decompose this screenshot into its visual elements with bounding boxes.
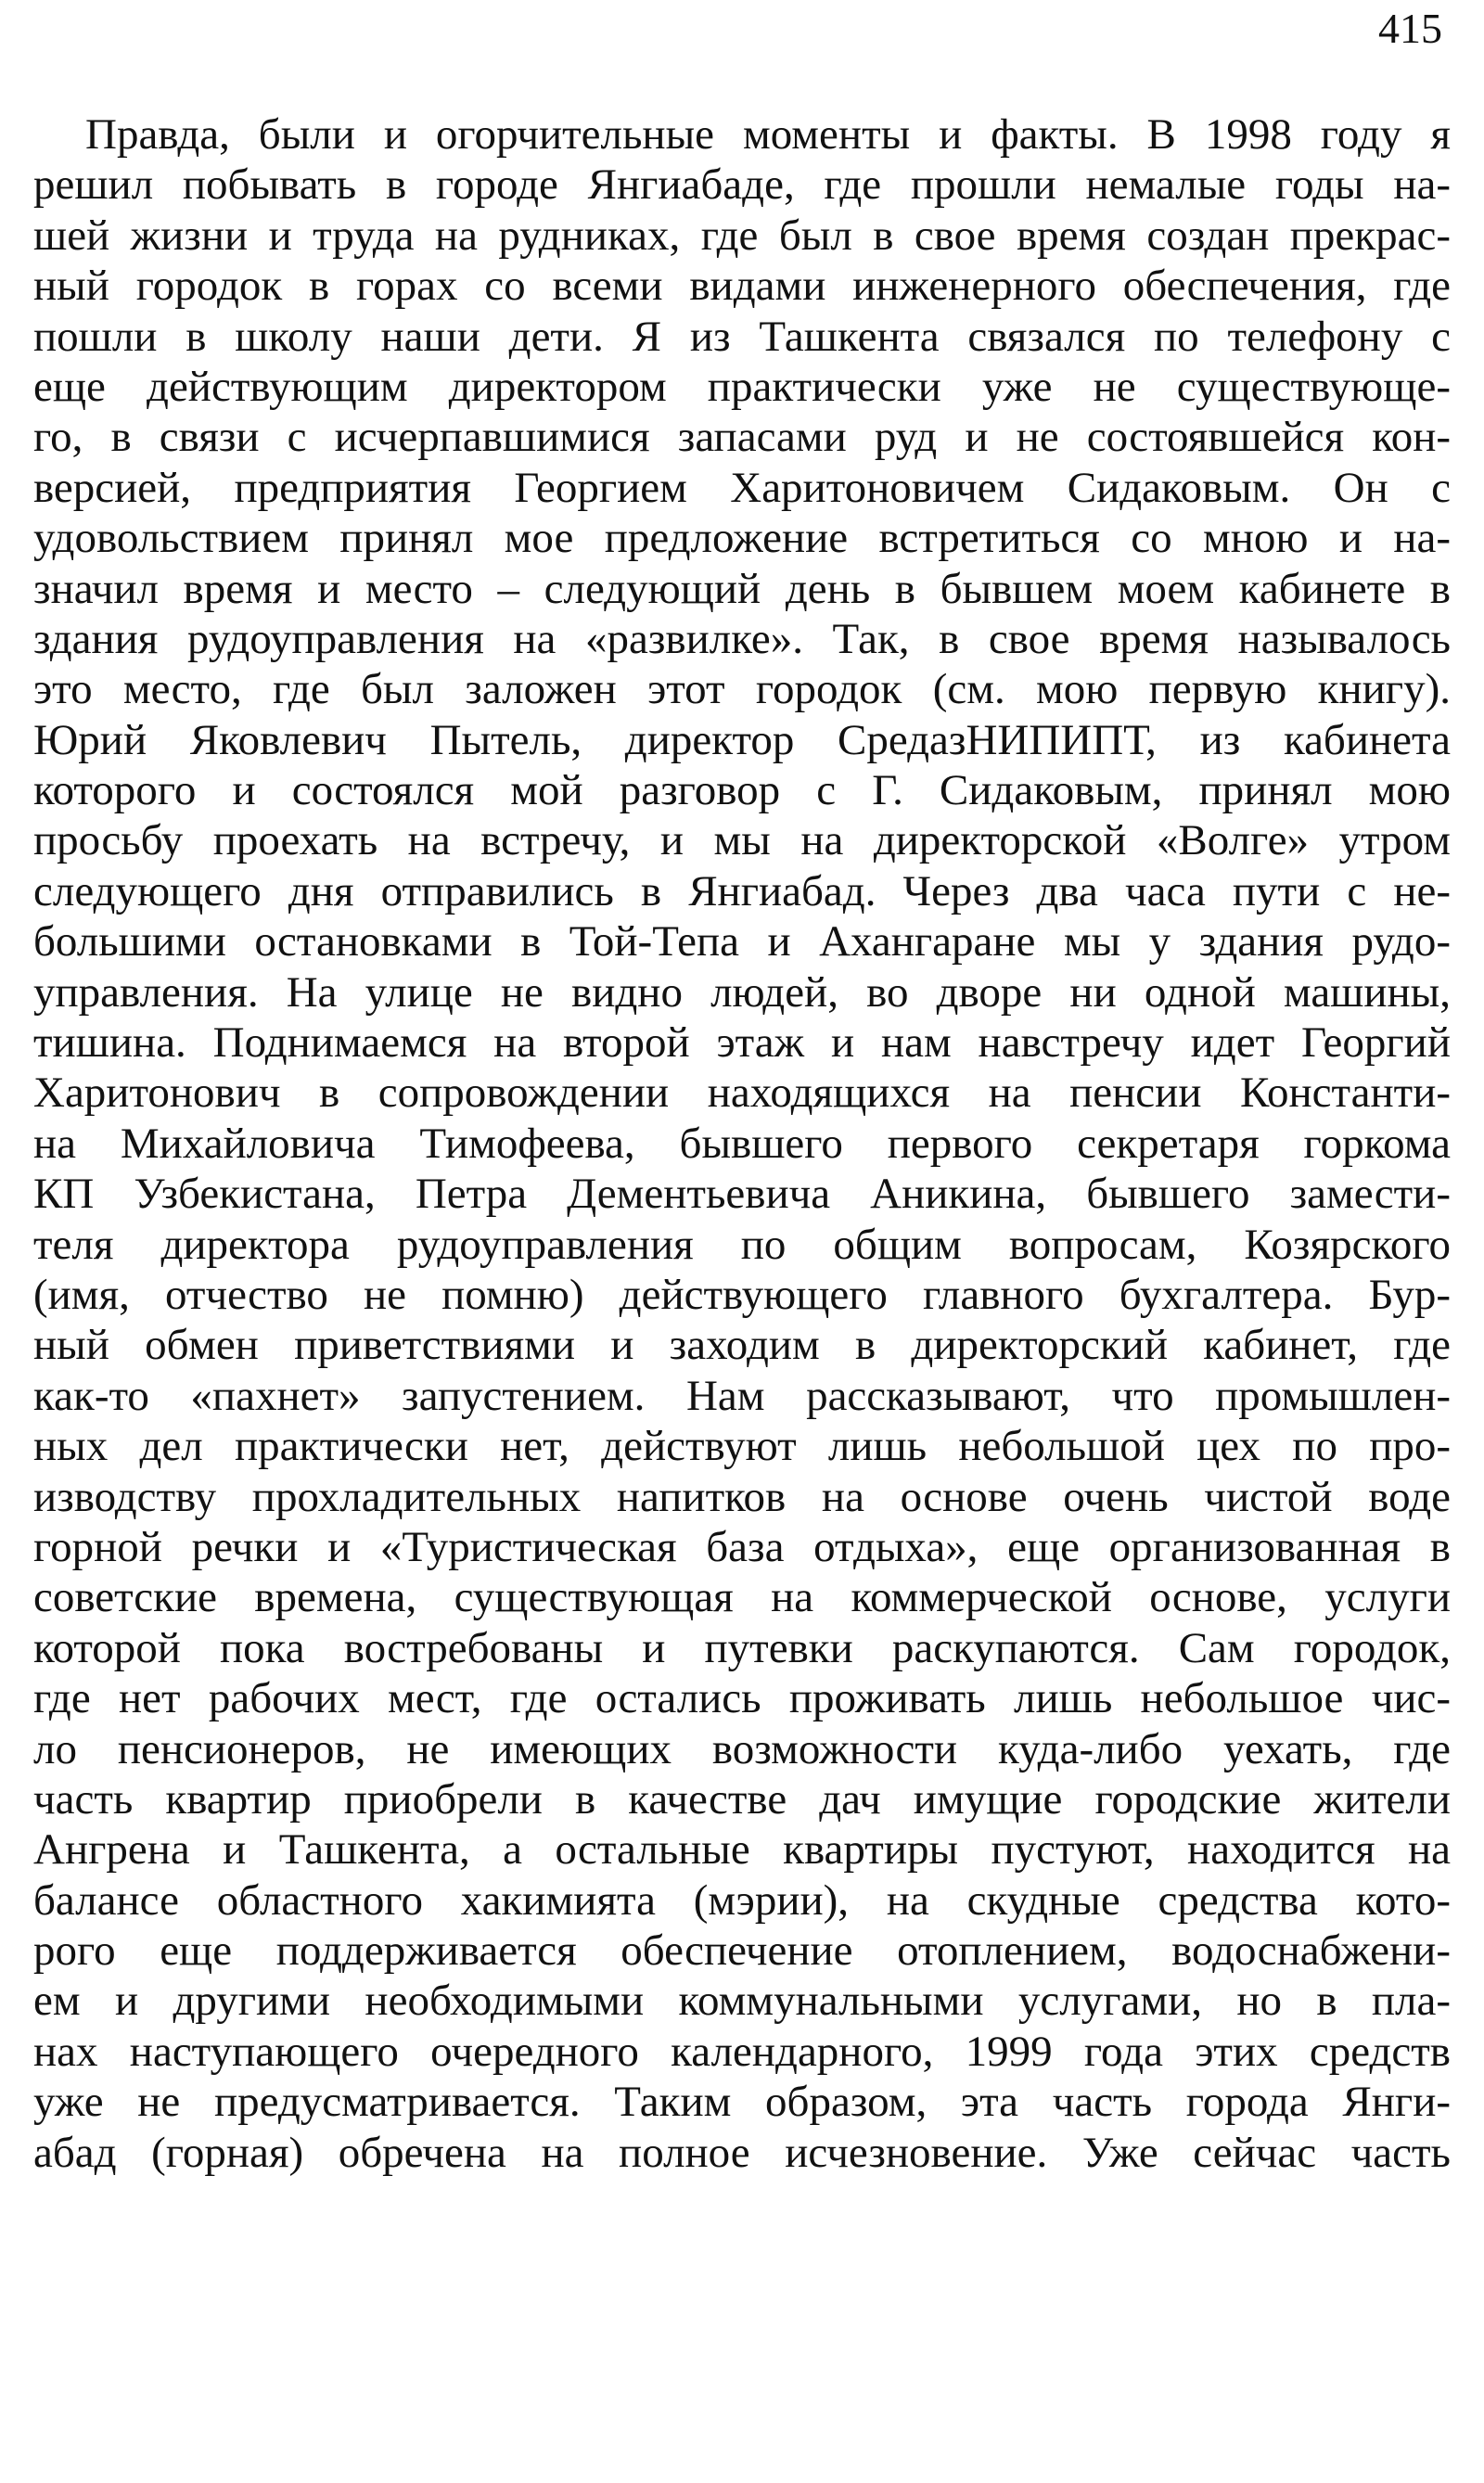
text-line: советские времена, существующая на коммерческой основе, услуги [33,1573,1451,1622]
text-line: горной речки и «Туристическая база отдыха», еще организованная в [33,1522,1451,1571]
body-text [33,109,1451,2178]
text-line: КП Узбекистана, Петра Дементьевича Аникина, бывшего замести- [33,1170,1451,1219]
text-line: балансе областного хакимията (мэрии), на скудные средства кото- [33,1875,1451,1925]
page-number: 415 [1378,5,1442,52]
text-line: ных дел практически нет, действуют лишь небольшой цех по про- [33,1422,1451,1471]
text-line: на Михайловича Тимофеева, бывшего первого секретаря горкома [33,1119,1451,1168]
text-line: еще действующим директором практически уже не существующе- [33,362,1451,411]
text-line: которой пока востребованы и путевки раскупаются. Сам городок, [33,1623,1451,1672]
text-line: значил время и место – следующий день в бывшем моем кабинете в [33,564,1451,613]
text-line: это место, где был заложен этот городок (см. мою первую книгу). [33,665,1451,714]
text-line: (имя, отчество не помню) действующего главного бухгалтера. Бур- [33,1270,1451,1319]
text-line: Ангрена и Ташкента, а остальные квартиры пустуют, находится на [33,1825,1451,1875]
text-line: ный городок в горах со всеми видами инженерного обеспечения, где [33,262,1451,311]
text-line: ный обмен приветствиями и заходим в директорский кабинет, где [33,1321,1451,1370]
text-line: решил побывать в городе Янгиабаде, где прошли немалые годы на- [33,160,1451,210]
text-line: большими остановками в Той-Тепа и Ахангаране мы у здания рудо- [33,917,1451,966]
text-line: Юрий Яковлевич Пытель, директор СредазНИПИПТ, из кабинета [33,715,1451,764]
text-line: го, в связи с исчерпавшимися запасами руд и не состоявшейся кон- [33,413,1451,462]
text-line: управления. На улице не видно людей, во дворе ни одной машины, [33,967,1451,1017]
text-line: тишина. Поднимаемся на второй этаж и нам навстречу идет Георгий [33,1018,1451,1068]
text-line: где нет рабочих мест, где остались проживать лишь небольшое чис- [33,1674,1451,1723]
text-line: версией, предприятия Георгием Харитоновичем Сидаковым. Он с [33,463,1451,512]
text-line: ло пенсионеров, не имеющих возможности куда-либо уехать, где [33,1724,1451,1773]
paragraph-first-line: Правда, были и огорчительные моменты и факты. В 1998 году я [85,110,1451,159]
text-line: пошли в школу наши дети. Я из Ташкента связался по телефону с [33,312,1451,361]
text-line: удовольствием принял мое предложение встретиться со мною и на- [33,514,1451,563]
text-line: ем и другими необходимыми коммунальными услугами, но в пла- [33,1977,1451,2026]
text-line: рого еще поддерживается обеспечение отоплением, водоснабжени- [33,1926,1451,1976]
text-line: нах наступающего очередного календарного, 1999 года этих средств [33,2027,1451,2076]
text-line: которого и состоялся мой разговор с Г. Сидаковым, принял мою [33,766,1451,815]
text-line: следующего дня отправились в Янгиабад. Через два часа пути с не- [33,866,1451,915]
text-line: как-то «пахнет» запустением. Нам рассказывают, что промышлен- [33,1371,1451,1420]
text-line: часть квартир приобрели в качестве дач имущие городские жители [33,1774,1451,1824]
text-line: уже не предусматривается. Таким образом, эта часть города Янги- [33,2078,1451,2127]
text-line: шей жизни и труда на рудниках, где был в свое время создан прекрас- [33,211,1451,260]
text-line: Харитонович в сопровождении находящихся на пенсии Константи- [33,1069,1451,1118]
text-line: изводству прохладительных напитков на основе очень чистой воде [33,1472,1451,1521]
text-line: абад (горная) обречена на полное исчезновение. Уже сейчас часть [33,2128,1451,2177]
text-line: просьбу проехать на встречу, и мы на директорской «Волге» утром [33,816,1451,865]
text-line: здания рудоуправления на «развилке». Так, в свое время называлось [33,614,1451,663]
text-line: теля директора рудоуправления по общим вопросам, Козярского [33,1220,1451,1269]
